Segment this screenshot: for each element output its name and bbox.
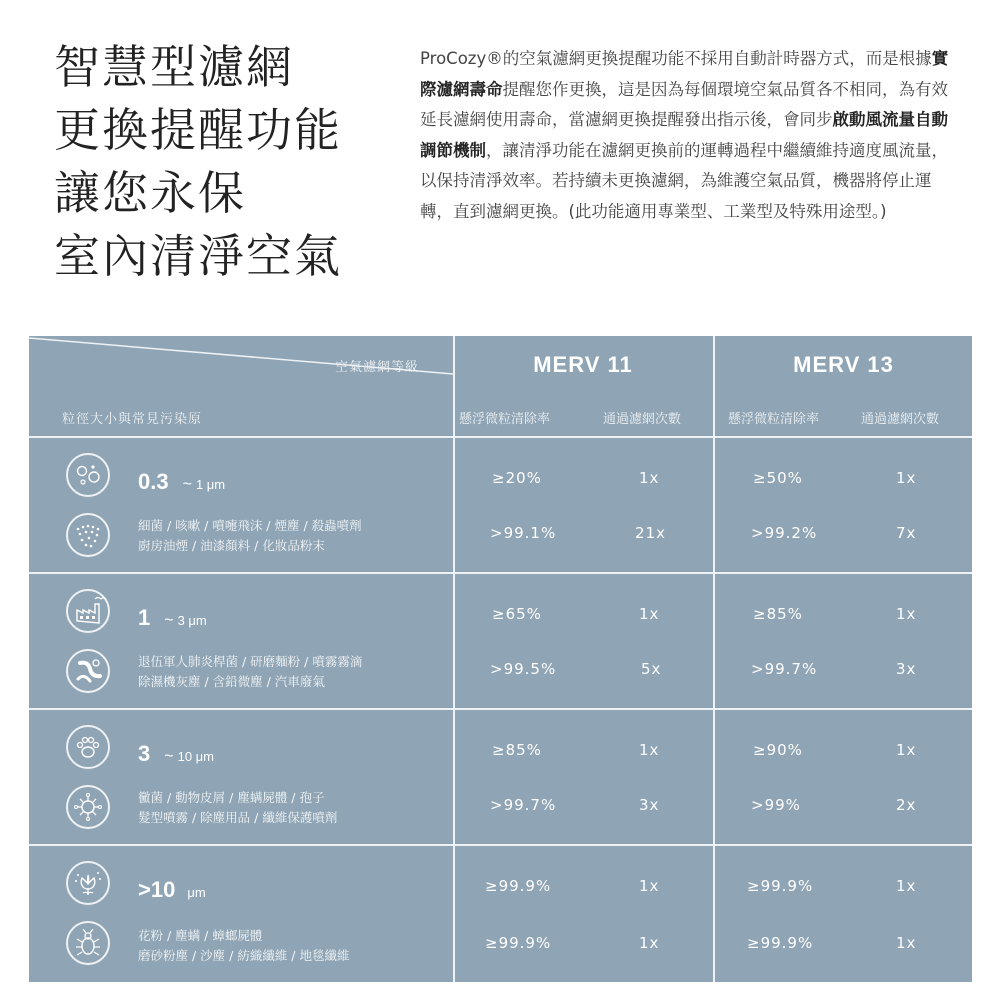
- factory-icon: [66, 589, 110, 633]
- tilde-symbol: ~: [164, 748, 174, 765]
- pollutant-line: 磨砂粉塵 / 沙塵 / 紡織纖維 / 地毯纖維: [138, 948, 350, 963]
- size-group-3: [29, 710, 972, 844]
- merv11-pass-cell: 5x: [641, 660, 662, 678]
- merv13-rate-cell: >99.7%: [751, 660, 818, 678]
- pollutant-list: [138, 788, 337, 828]
- description-bold: 啟動風流量自動調節機制: [420, 110, 948, 160]
- title-block: [54, 36, 384, 288]
- merv13-rate-header: 懸浮微粒清除率: [728, 412, 820, 427]
- description-text: ProCozy®的空氣濾網更換提醒功能不採用自動計時器方式，而是根據: [420, 49, 932, 68]
- merv11-rate-cell: ≥99.9%: [485, 877, 552, 895]
- bacteria-icon: [66, 649, 110, 693]
- merv11-pass-cell: 1x: [639, 469, 660, 487]
- pollutant-line: 廚房油煙 / 油漆顏料 / 化妝品粉末: [138, 538, 325, 553]
- particle-size-label: [138, 877, 206, 903]
- paw-icon: [66, 725, 110, 769]
- merv11-header: MERV 11: [533, 352, 633, 377]
- merv11-pass-cell: 3x: [639, 796, 660, 814]
- description-bold: 實際濾網壽命: [420, 49, 949, 99]
- pollutant-list: [138, 516, 362, 556]
- particle-size-value: >10: [138, 877, 176, 902]
- merv11-rate-cell: ≥20%: [492, 469, 542, 487]
- particle-size-label: [138, 605, 207, 631]
- merv-comparison-table: [29, 336, 972, 982]
- merv13-pass-header: 通過濾網次數: [861, 412, 940, 427]
- title-line: 讓您永保: [54, 166, 246, 220]
- particle-size-value: 0.3: [138, 469, 169, 494]
- merv13-pass-cell: 2x: [896, 796, 917, 814]
- pollutant-list: [138, 926, 349, 966]
- merv11-pass-header: 通過濾網次數: [603, 412, 682, 427]
- merv13-rate-cell: ≥90%: [753, 741, 803, 759]
- pollutant-line: 髮型噴霧 / 除塵用品 / 纖維保護噴劑: [138, 810, 338, 825]
- merv13-rate-cell: ≥50%: [753, 469, 803, 487]
- merv13-rate-cell: ≥99.9%: [747, 934, 814, 952]
- title-line: 室內清淨空氣: [54, 229, 342, 283]
- tilde-symbol: ~: [182, 476, 192, 493]
- bug-icon: [66, 921, 110, 965]
- merv13-rate-cell: >99.2%: [751, 524, 818, 542]
- tilde-symbol: ~: [164, 612, 174, 629]
- particle-size-label: [138, 741, 214, 767]
- pollutant-line: 退伍軍人肺炎桿菌 / 研磨麵粉 / 噴霧霧滴: [138, 654, 363, 669]
- title-line: 智慧型濾網: [54, 40, 294, 94]
- size-group-0.3: [29, 438, 972, 572]
- merv13-pass-cell: 1x: [896, 469, 917, 487]
- particle-size-unit: 1 μm: [195, 477, 226, 492]
- merv11-pass-cell: 1x: [639, 741, 660, 759]
- description-text: 提醒您作更換，這是因為每個環境空氣品質各不相同，為有效延長濾網使用壽命，當濾網更換提醒發出指示後，會同步: [420, 79, 948, 129]
- merv11-rate-cell: ≥99.9%: [485, 934, 552, 952]
- merv11-pass-cell: 1x: [639, 934, 660, 952]
- particle-size-value: 1: [138, 605, 151, 630]
- particle-size-label: [138, 469, 225, 495]
- merv11-rate-header: 懸浮微粒清除率: [459, 412, 551, 427]
- merv11-rate-cell: ≥65%: [492, 605, 542, 623]
- merv11-pass-cell: 1x: [639, 877, 660, 895]
- merv11-rate-cell: ≥85%: [492, 741, 542, 759]
- particle-size-unit: μm: [187, 885, 206, 900]
- merv13-header: MERV 13: [793, 352, 894, 377]
- size-group-1: [29, 574, 972, 708]
- merv13-pass-cell: 7x: [896, 524, 917, 542]
- merv11-pass-cell: 21x: [635, 524, 666, 542]
- virus-icon: [66, 785, 110, 829]
- spray-dots-icon: [66, 513, 110, 557]
- pollutant-line: 黴菌 / 動物皮屑 / 塵螨屍體 / 孢子: [138, 790, 325, 805]
- header-particle-size: 粒徑大小與常見污染原: [62, 412, 203, 427]
- pollutant-list: [138, 652, 362, 692]
- size-group-over10: [29, 846, 972, 982]
- pollutant-line: 花粉 / 塵螨 / 蟑螂屍體: [138, 928, 263, 943]
- merv11-pass-cell: 1x: [639, 605, 660, 623]
- merv13-pass-cell: 1x: [896, 605, 917, 623]
- merv13-pass-cell: 1x: [896, 934, 917, 952]
- particles-icon: [66, 453, 110, 497]
- merv13-pass-cell: 3x: [896, 660, 917, 678]
- particle-size-unit: 10 μm: [177, 749, 214, 764]
- merv13-rate-cell: ≥99.9%: [747, 877, 814, 895]
- pollutant-line: 除濕機灰塵 / 含鉛微塵 / 汽車廢氣: [138, 674, 325, 689]
- merv13-rate-cell: ≥85%: [753, 605, 803, 623]
- title-line: 更換提醒功能: [54, 103, 342, 157]
- merv11-rate-cell: >99.1%: [490, 524, 557, 542]
- header-filter-level: 空氣濾網等級: [334, 360, 419, 375]
- merv11-rate-cell: >99.5%: [490, 660, 557, 678]
- description-text: ，讓清淨功能在濾網更換前的運轉過程中繼續維持適度風流量，以保持清淨效率。若持續未更換濾網，為維護空氣品質，機器將停止運轉，直到濾網更換。(此功能適用專業型、工業型及特殊用途型。): [420, 140, 948, 221]
- merv13-rate-cell: >99%: [751, 796, 801, 814]
- merv11-rate-cell: >99.7%: [490, 796, 557, 814]
- merv13-pass-cell: 1x: [896, 877, 917, 895]
- pollutant-line: 細菌 / 咳嗽 / 噴嚏飛沫 / 煙塵 / 殺蟲噴劑: [138, 518, 362, 533]
- particle-size-value: 3: [138, 741, 151, 766]
- merv13-pass-cell: 1x: [896, 741, 917, 759]
- flower-icon: [66, 861, 110, 905]
- description-paragraph: [420, 44, 960, 227]
- particle-size-unit: 3 μm: [177, 613, 207, 628]
